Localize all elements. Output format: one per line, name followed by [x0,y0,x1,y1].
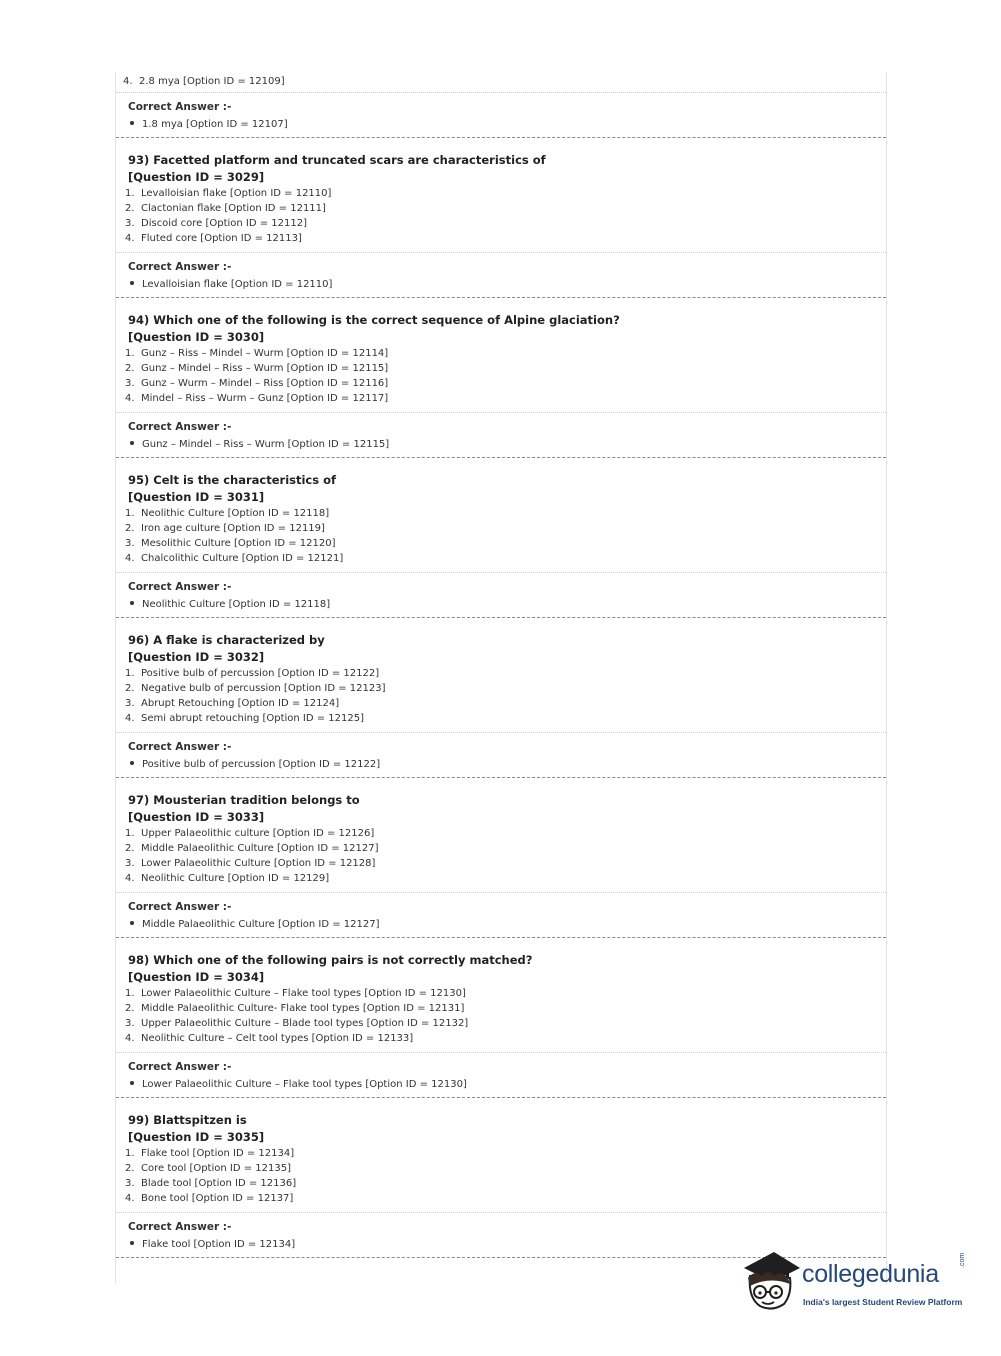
correct-answer-block [116,1053,886,1097]
option-number: 3. [125,858,135,869]
question-block [116,778,886,892]
logo-tagline: India's largest Student Review Platform [803,1297,963,1307]
option-number: 4. [125,393,135,404]
option-number: 1. [125,1148,135,1159]
option-text: Fluted core [Option ID = 12113] [141,233,302,244]
option-row [125,871,886,886]
option-row [125,1191,886,1206]
option-text: Middle Palaeolithic Culture [Option ID = 12127] [141,843,379,854]
correct-answer-row [128,116,886,133]
question-id: [Question ID = 3030] [128,330,265,344]
option-text: Chalcolithic Culture [Option ID = 12121] [141,553,344,564]
question-item [116,938,886,1098]
option-row [125,1001,886,1016]
option-text: Blade tool [Option ID = 12136] [141,1178,297,1189]
question-text: 99) Blattspitzen is [128,1113,247,1127]
question-text: 95) Celt is the characteristics of [128,473,336,487]
option-row [123,74,886,89]
option-text: Neolithic Culture – Celt tool types [Option ID = 12133] [141,1033,414,1044]
bullet-icon [130,921,134,925]
question-list [116,138,886,1258]
option-number: 2. [125,363,135,374]
correct-answer-label: Correct Answer :- [128,581,232,593]
bullet-icon [130,1241,134,1245]
collegedunia-logo [740,1246,980,1318]
option-row [125,376,886,391]
option-number: 1. [125,508,135,519]
option-text: Core tool [Option ID = 12135] [141,1163,291,1174]
question-block [116,458,886,572]
previous-question-fragment [116,72,886,92]
option-number: 2. [125,683,135,694]
exam-sheet [115,72,887,1284]
option-row [125,841,886,856]
question-id: [Question ID = 3031] [128,490,265,504]
option-number: 1. [125,668,135,679]
option-row [125,186,886,201]
correct-answer-row [128,756,886,773]
correct-answer-text: Lower Palaeolithic Culture – Flake tool types [Option ID = 12130] [142,1079,467,1090]
question-id: [Question ID = 3034] [128,970,265,984]
option-text: Levalloisian flake [Option ID = 12110] [141,188,332,199]
option-number: 2. [125,523,135,534]
logo-suffix: .com [959,1252,966,1268]
correct-answer-row [128,276,886,293]
option-number: 3. [125,378,135,389]
option-number: 3. [125,1018,135,1029]
option-row [125,521,886,536]
option-text: Lower Palaeolithic Culture – Flake tool types [Option ID = 12130] [141,988,466,999]
question-block [116,618,886,732]
option-text: Neolithic Culture [Option ID = 12129] [141,873,330,884]
option-number: 2. [125,203,135,214]
option-number: 4. [125,713,135,724]
option-text: Semi abrupt retouching [Option ID = 12125] [141,713,365,724]
option-row [125,391,886,406]
option-text: Lower Palaeolithic Culture [Option ID = 12128] [141,858,376,869]
correct-answer-block [116,93,886,137]
correct-answer-block [116,413,886,457]
correct-answer-row [128,596,886,613]
option-text: Positive bulb of percussion [Option ID = 12122] [141,668,380,679]
option-number: 1. [125,828,135,839]
question-text: 94) Which one of the following is the correct sequence of Alpine glaciation? [128,313,620,327]
option-number: 1. [125,348,135,359]
option-row [125,826,886,841]
bullet-icon [130,1081,134,1085]
option-row [125,201,886,216]
option-text: Mindel – Riss – Wurm – Gunz [Option ID = 12117] [141,393,389,404]
question-block [116,138,886,252]
correct-answer-label: Correct Answer :- [128,901,232,913]
option-text: Negative bulb of percussion [Option ID = 12123] [141,683,386,694]
option-number: 2. [125,1163,135,1174]
correct-answer-text: Middle Palaeolithic Culture [Option ID = 12127] [142,919,380,930]
correct-answer-block [116,573,886,617]
correct-answer-text: Flake tool [Option ID = 12134] [142,1239,296,1250]
question-id: [Question ID = 3033] [128,810,265,824]
mascot-icon [740,1246,804,1318]
option-row [125,361,886,376]
option-row [125,711,886,726]
correct-answer-label: Correct Answer :- [128,741,232,753]
option-text: Neolithic Culture [Option ID = 12118] [141,508,330,519]
question-id: [Question ID = 3035] [128,1130,265,1144]
option-number: 4. [125,1193,135,1204]
question-item [116,298,886,458]
option-text: Middle Palaeolithic Culture- Flake tool types [Option ID = 12131] [141,1003,465,1014]
option-number: 2. [125,843,135,854]
correct-answer-label: Correct Answer :- [128,261,232,273]
question-item [116,618,886,778]
option-text: Upper Palaeolithic Culture – Blade tool types [Option ID = 12132] [141,1018,469,1029]
option-number: 4. [125,553,135,564]
correct-answer-row [128,1076,886,1093]
question-text: 98) Which one of the following pairs is not correctly matched? [128,953,533,967]
option-number: 3. [125,1178,135,1189]
option-number: 2. [125,1003,135,1014]
question-text: 96) A flake is characterized by [128,633,325,647]
correct-answer-row [128,436,886,453]
option-text: Flake tool [Option ID = 12134] [141,1148,295,1159]
option-row [125,346,886,361]
option-row [125,1146,886,1161]
question-text: 97) Mousterian tradition belongs to [128,793,360,807]
logo-wordmark: collegedunia [802,1260,939,1288]
correct-answer-label: Correct Answer :- [128,1221,232,1233]
question-item [116,778,886,938]
option-text: Mesolithic Culture [Option ID = 12120] [141,538,336,549]
option-text: Upper Palaeolithic culture [Option ID = 12126] [141,828,375,839]
option-text: Abrupt Retouching [Option ID = 12124] [141,698,340,709]
bullet-icon [130,601,134,605]
option-number: 4. [123,76,133,87]
correct-answer-block [116,253,886,297]
option-text: Discoid core [Option ID = 12112] [141,218,308,229]
option-row [125,536,886,551]
correct-answer-text: Levalloisian flake [Option ID = 12110] [142,279,333,290]
bullet-icon [130,761,134,765]
option-text: 2.8 mya [Option ID = 12109] [139,76,285,87]
correct-answer-row [128,916,886,933]
option-text: Clactonian flake [Option ID = 12111] [141,203,326,214]
option-number: 4. [125,1033,135,1044]
option-row [125,551,886,566]
correct-answer-text: Positive bulb of percussion [Option ID = 12122] [142,759,381,770]
question-item [116,458,886,618]
question-block [116,1098,886,1212]
option-row [125,506,886,521]
correct-answer-block [116,733,886,777]
option-row [125,216,886,231]
correct-answer-text: Gunz – Mindel – Riss – Wurm [Option ID = 12115] [142,439,390,450]
option-text: Gunz – Riss – Mindel – Wurm [Option ID = 12114] [141,348,389,359]
correct-answer-label: Correct Answer :- [128,101,232,113]
correct-answer-label: Correct Answer :- [128,421,232,433]
question-block [116,938,886,1052]
bullet-icon [130,441,134,445]
correct-answer-block [116,893,886,937]
question-id: [Question ID = 3032] [128,650,265,664]
option-row [125,1176,886,1191]
correct-answer-text: 1.8 mya [Option ID = 12107] [142,119,288,130]
question-block [116,298,886,412]
option-number: 4. [125,873,135,884]
bullet-icon [130,121,134,125]
question-id: [Question ID = 3029] [128,170,265,184]
correct-answer-label: Correct Answer :- [128,1061,232,1073]
option-number: 1. [125,988,135,999]
option-text: Iron age culture [Option ID = 12119] [141,523,325,534]
correct-answer-text: Neolithic Culture [Option ID = 12118] [142,599,331,610]
option-row [125,696,886,711]
option-number: 3. [125,538,135,549]
option-row [125,1031,886,1046]
option-row [125,1016,886,1031]
option-row [125,231,886,246]
bullet-icon [130,281,134,285]
option-number: 3. [125,698,135,709]
option-row [125,1161,886,1176]
option-row [125,681,886,696]
option-number: 1. [125,188,135,199]
option-number: 3. [125,218,135,229]
option-text: Gunz – Mindel – Riss – Wurm [Option ID = 12115] [141,363,389,374]
option-row [125,666,886,681]
question-item [116,1098,886,1258]
question-item [116,138,886,298]
option-row [125,856,886,871]
option-row [125,986,886,1001]
option-text: Gunz – Wurm – Mindel – Riss [Option ID = 12116] [141,378,389,389]
option-number: 4. [125,233,135,244]
question-text: 93) Facetted platform and truncated scars are characteristics of [128,153,546,167]
option-text: Bone tool [Option ID = 12137] [141,1193,294,1204]
